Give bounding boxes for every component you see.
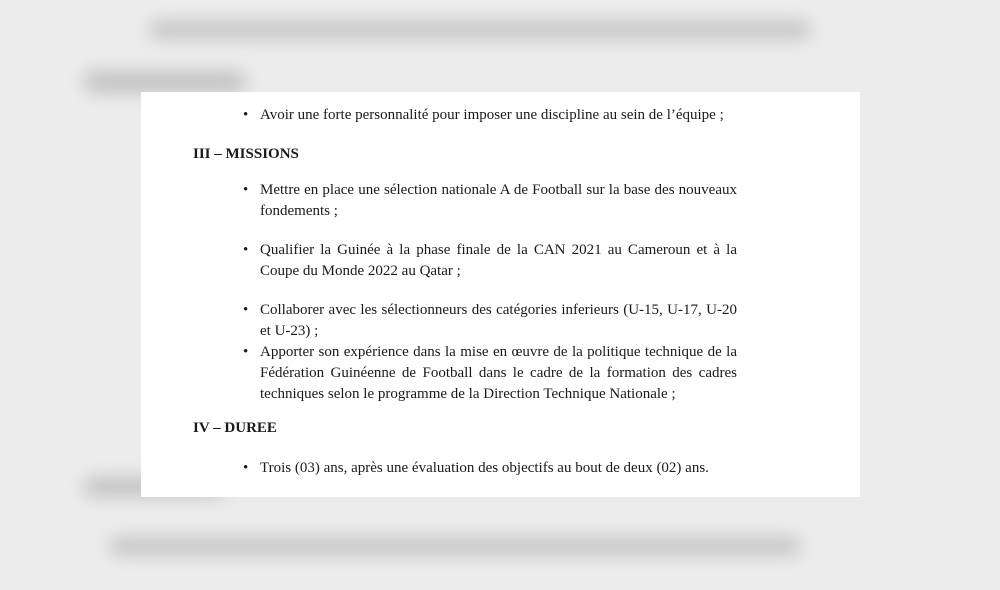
mission-2-line-2: Coupe du Monde 2022 au Qatar ; [260, 263, 461, 279]
bullet-icon: • [243, 460, 249, 476]
mission-3-line-1: Collaborer avec les sélectionneurs des catégories inferieurs (U-15, U-17, U-20 [260, 302, 737, 318]
mission-4-line-1: Apporter son expérience dans la mise en œuvre de la politique technique de la [260, 344, 737, 360]
mission-4-line-2: Fédération Guinéenne de Football dans le cadre de la formation des cadres [260, 365, 737, 381]
mission-1-line-2: fondements ; [260, 203, 338, 219]
section-heading-missions: III – MISSIONS [193, 146, 299, 162]
bullet-icon: • [243, 107, 249, 123]
blurred-text-line [150, 22, 810, 38]
bullet-icon: • [243, 302, 249, 318]
bullet-text: Avoir une forte personnalité pour imposer une discipline au sein de l’équipe ; [260, 107, 724, 123]
mission-3-line-2: et U-23) ; [260, 323, 319, 339]
bullet-icon: • [243, 182, 249, 198]
blurred-text-line [85, 72, 245, 92]
bullet-icon: • [243, 344, 249, 360]
document-page [141, 92, 860, 497]
mission-1-line-1: Mettre en place une sélection nationale A de Football sur la base des nouveaux [260, 182, 737, 198]
mission-4-line-3: techniques selon le programme de la Direction Technique Nationale ; [260, 386, 676, 402]
bullet-icon: • [243, 242, 249, 258]
blurred-text-line [110, 538, 800, 554]
mission-2-line-1: Qualifier la Guinée à la phase finale de la CAN 2021 au Cameroun et à la [260, 242, 737, 258]
section-heading-duree: IV – DUREE [193, 420, 277, 436]
duree-line: Trois (03) ans, après une évaluation des objectifs au bout de deux (02) ans. [260, 460, 709, 476]
